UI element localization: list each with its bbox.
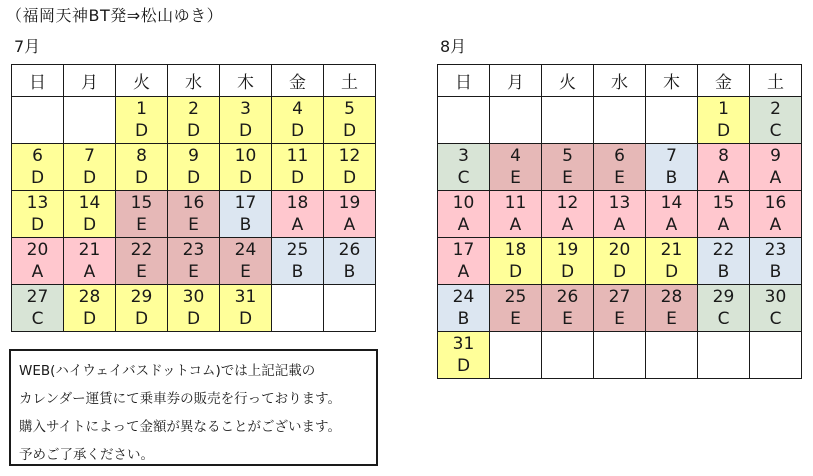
day-cell bbox=[64, 238, 116, 285]
day-cell bbox=[324, 97, 376, 144]
day-number: 30 bbox=[764, 287, 787, 307]
day-number: 24 bbox=[452, 287, 475, 307]
day-cell bbox=[272, 191, 324, 238]
day-number: 20 bbox=[26, 240, 49, 260]
fare-class: A bbox=[509, 215, 522, 235]
day-cell bbox=[438, 285, 490, 332]
fare-class: A bbox=[717, 168, 730, 188]
month-label-august: 8月 bbox=[440, 37, 467, 56]
day-cell bbox=[324, 144, 376, 191]
day-cell bbox=[116, 144, 168, 191]
day-number: 5 bbox=[344, 99, 355, 119]
day-number: 3 bbox=[458, 146, 469, 166]
empty-cell bbox=[490, 332, 542, 379]
empty-cell bbox=[12, 97, 64, 144]
week-row bbox=[12, 191, 376, 238]
empty-cell bbox=[646, 97, 698, 144]
day-number: 2 bbox=[188, 99, 199, 119]
day-number: 3 bbox=[240, 99, 251, 119]
empty-cell bbox=[272, 285, 324, 332]
day-number: 15 bbox=[130, 193, 153, 213]
empty-cell bbox=[64, 97, 116, 144]
fare-class: A bbox=[561, 215, 574, 235]
page-title: （福岡天神BT発⇒松山ゆき） bbox=[6, 6, 224, 25]
day-cell bbox=[438, 238, 490, 285]
fare-class: A bbox=[457, 215, 470, 235]
day-number: 26 bbox=[556, 287, 579, 307]
fare-class: D bbox=[134, 121, 149, 141]
day-cell bbox=[324, 191, 376, 238]
day-cell bbox=[116, 97, 168, 144]
notice-line: WEB(ハイウェイバスドットコム)では上記記載の bbox=[19, 363, 316, 379]
fare-class: D bbox=[560, 262, 575, 282]
day-cell bbox=[64, 191, 116, 238]
empty-cell bbox=[324, 285, 376, 332]
day-cell bbox=[116, 191, 168, 238]
day-cell bbox=[542, 144, 594, 191]
day-cell bbox=[12, 191, 64, 238]
fare-class: B bbox=[769, 262, 782, 282]
day-cell bbox=[438, 191, 490, 238]
day-cell bbox=[698, 285, 750, 332]
fare-class: E bbox=[136, 262, 147, 282]
weekday-header: 金 bbox=[698, 65, 750, 97]
fare-class: D bbox=[186, 121, 201, 141]
day-cell bbox=[646, 144, 698, 191]
weekday-header: 金 bbox=[272, 65, 324, 97]
fare-class: D bbox=[238, 168, 253, 188]
day-number: 31 bbox=[452, 334, 475, 354]
day-number: 15 bbox=[712, 193, 735, 213]
day-number: 11 bbox=[504, 193, 527, 213]
day-cell bbox=[220, 191, 272, 238]
day-cell bbox=[12, 144, 64, 191]
day-cell bbox=[750, 238, 802, 285]
day-number: 9 bbox=[770, 146, 781, 166]
day-cell bbox=[490, 144, 542, 191]
weekday-header: 月 bbox=[64, 65, 116, 97]
empty-cell bbox=[542, 332, 594, 379]
fare-class: D bbox=[82, 309, 97, 329]
fare-class: B bbox=[343, 262, 356, 282]
day-number: 20 bbox=[608, 240, 631, 260]
day-number: 29 bbox=[130, 287, 153, 307]
day-number: 9 bbox=[188, 146, 199, 166]
day-cell bbox=[750, 97, 802, 144]
weekday-header: 日 bbox=[12, 65, 64, 97]
day-cell bbox=[646, 191, 698, 238]
week-row bbox=[12, 238, 376, 285]
fare-class: E bbox=[614, 309, 625, 329]
day-number: 10 bbox=[452, 193, 475, 213]
day-cell bbox=[12, 238, 64, 285]
week-row bbox=[12, 97, 376, 144]
day-number: 19 bbox=[556, 240, 579, 260]
day-cell bbox=[750, 144, 802, 191]
day-cell bbox=[594, 238, 646, 285]
fare-class: D bbox=[612, 262, 627, 282]
day-cell bbox=[272, 238, 324, 285]
day-cell bbox=[64, 144, 116, 191]
day-number: 7 bbox=[666, 146, 677, 166]
day-number: 25 bbox=[286, 240, 309, 260]
day-cell bbox=[594, 144, 646, 191]
notice-line: 購入サイトによって金額が異なることがございます。 bbox=[19, 419, 341, 435]
day-number: 18 bbox=[286, 193, 309, 213]
weekday-header-row bbox=[438, 65, 802, 97]
day-number: 6 bbox=[32, 146, 43, 166]
fare-class: D bbox=[342, 121, 357, 141]
day-number: 1 bbox=[136, 99, 147, 119]
day-cell bbox=[542, 191, 594, 238]
day-number: 21 bbox=[660, 240, 683, 260]
fare-class: E bbox=[510, 168, 521, 188]
fare-class: D bbox=[30, 215, 45, 235]
empty-cell bbox=[594, 97, 646, 144]
day-cell bbox=[438, 332, 490, 379]
day-number: 16 bbox=[764, 193, 787, 213]
day-number: 26 bbox=[338, 240, 361, 260]
day-cell bbox=[490, 285, 542, 332]
fare-class: B bbox=[665, 168, 678, 188]
day-number: 5 bbox=[562, 146, 573, 166]
notice-box bbox=[9, 349, 378, 466]
day-number: 2 bbox=[770, 99, 781, 119]
fare-class: D bbox=[290, 168, 305, 188]
fare-class: E bbox=[188, 215, 199, 235]
fare-class: D bbox=[456, 356, 471, 376]
day-cell bbox=[220, 97, 272, 144]
fare-class: E bbox=[562, 168, 573, 188]
day-cell bbox=[220, 238, 272, 285]
fare-class: A bbox=[613, 215, 626, 235]
calendar-july bbox=[11, 64, 376, 332]
day-number: 4 bbox=[510, 146, 521, 166]
day-number: 29 bbox=[712, 287, 735, 307]
day-cell bbox=[64, 285, 116, 332]
day-number: 17 bbox=[452, 240, 475, 260]
fare-class: A bbox=[31, 262, 44, 282]
empty-cell bbox=[698, 332, 750, 379]
weekday-header: 木 bbox=[646, 65, 698, 97]
fare-class: A bbox=[769, 168, 782, 188]
day-number: 14 bbox=[660, 193, 683, 213]
week-row bbox=[12, 144, 376, 191]
weekday-header: 月 bbox=[490, 65, 542, 97]
weekday-header-row bbox=[12, 65, 376, 97]
fare-class: C bbox=[769, 121, 782, 141]
day-number: 13 bbox=[608, 193, 631, 213]
day-number: 13 bbox=[26, 193, 49, 213]
day-number: 10 bbox=[234, 146, 257, 166]
day-number: 8 bbox=[718, 146, 729, 166]
empty-cell bbox=[542, 97, 594, 144]
fare-class: B bbox=[457, 309, 470, 329]
month-label-july: 7月 bbox=[14, 37, 41, 56]
day-cell bbox=[272, 97, 324, 144]
day-cell bbox=[698, 144, 750, 191]
fare-class: D bbox=[508, 262, 523, 282]
fare-class: E bbox=[666, 309, 677, 329]
notice-line: 予めご了承ください。 bbox=[19, 447, 154, 463]
fare-class: D bbox=[238, 309, 253, 329]
day-number: 18 bbox=[504, 240, 527, 260]
day-number: 22 bbox=[130, 240, 153, 260]
week-row bbox=[438, 144, 802, 191]
day-number: 27 bbox=[608, 287, 631, 307]
day-number: 21 bbox=[78, 240, 101, 260]
day-cell bbox=[116, 285, 168, 332]
day-number: 14 bbox=[78, 193, 101, 213]
day-cell bbox=[490, 191, 542, 238]
fare-class: C bbox=[31, 309, 44, 329]
day-cell bbox=[324, 238, 376, 285]
day-number: 30 bbox=[182, 287, 205, 307]
day-cell bbox=[438, 144, 490, 191]
calendar-august bbox=[437, 64, 802, 379]
empty-cell bbox=[438, 97, 490, 144]
day-cell bbox=[542, 238, 594, 285]
day-number: 12 bbox=[338, 146, 361, 166]
week-row bbox=[438, 285, 802, 332]
fare-class: C bbox=[769, 309, 782, 329]
day-cell bbox=[220, 285, 272, 332]
day-cell bbox=[698, 97, 750, 144]
fare-class: D bbox=[290, 121, 305, 141]
empty-cell bbox=[594, 332, 646, 379]
day-number: 22 bbox=[712, 240, 735, 260]
day-cell bbox=[698, 238, 750, 285]
weekday-header: 火 bbox=[116, 65, 168, 97]
day-number: 16 bbox=[182, 193, 205, 213]
fare-class: D bbox=[82, 215, 97, 235]
day-number: 27 bbox=[26, 287, 49, 307]
fare-class: E bbox=[240, 262, 251, 282]
fare-class: A bbox=[457, 262, 470, 282]
day-cell bbox=[220, 144, 272, 191]
fare-class: E bbox=[136, 215, 147, 235]
fare-class: D bbox=[664, 262, 679, 282]
weekday-header: 土 bbox=[324, 65, 376, 97]
day-number: 4 bbox=[292, 99, 303, 119]
day-cell bbox=[750, 285, 802, 332]
day-cell bbox=[646, 285, 698, 332]
day-number: 11 bbox=[286, 146, 309, 166]
day-cell bbox=[542, 285, 594, 332]
day-number: 23 bbox=[764, 240, 787, 260]
fare-class: D bbox=[82, 168, 97, 188]
weekday-header: 土 bbox=[750, 65, 802, 97]
week-row bbox=[12, 285, 376, 332]
fare-class: D bbox=[186, 309, 201, 329]
day-number: 8 bbox=[136, 146, 147, 166]
day-number: 28 bbox=[78, 287, 101, 307]
day-cell bbox=[750, 191, 802, 238]
day-cell bbox=[168, 285, 220, 332]
fare-class: E bbox=[188, 262, 199, 282]
weekday-header: 日 bbox=[438, 65, 490, 97]
day-number: 24 bbox=[234, 240, 257, 260]
fare-class: C bbox=[457, 168, 470, 188]
day-number: 25 bbox=[504, 287, 527, 307]
weekday-header: 火 bbox=[542, 65, 594, 97]
day-cell bbox=[168, 97, 220, 144]
day-cell bbox=[698, 191, 750, 238]
day-number: 1 bbox=[718, 99, 729, 119]
notice-line: カレンダー運賃にて乗車券の販売を行っております。 bbox=[19, 391, 342, 407]
day-number: 7 bbox=[84, 146, 95, 166]
empty-cell bbox=[490, 97, 542, 144]
fare-class: E bbox=[614, 168, 625, 188]
fare-class: A bbox=[769, 215, 782, 235]
day-cell bbox=[490, 238, 542, 285]
week-row bbox=[438, 332, 802, 379]
weekday-header: 水 bbox=[168, 65, 220, 97]
day-cell bbox=[116, 238, 168, 285]
fare-class: A bbox=[343, 215, 356, 235]
fare-class: D bbox=[238, 121, 253, 141]
fare-class: A bbox=[665, 215, 678, 235]
empty-cell bbox=[646, 332, 698, 379]
day-cell bbox=[12, 285, 64, 332]
fare-class: B bbox=[717, 262, 730, 282]
day-number: 6 bbox=[614, 146, 625, 166]
fare-class: D bbox=[30, 168, 45, 188]
day-cell bbox=[168, 191, 220, 238]
fare-class: A bbox=[83, 262, 96, 282]
fare-class: B bbox=[291, 262, 304, 282]
day-number: 23 bbox=[182, 240, 205, 260]
day-number: 12 bbox=[556, 193, 579, 213]
fare-class: D bbox=[186, 168, 201, 188]
weekday-header: 木 bbox=[220, 65, 272, 97]
day-cell bbox=[594, 285, 646, 332]
day-cell bbox=[168, 144, 220, 191]
day-cell bbox=[594, 191, 646, 238]
day-cell bbox=[646, 238, 698, 285]
fare-class: B bbox=[239, 215, 252, 235]
week-row bbox=[438, 238, 802, 285]
day-number: 28 bbox=[660, 287, 683, 307]
fare-class: E bbox=[562, 309, 573, 329]
fare-class: A bbox=[291, 215, 304, 235]
day-number: 17 bbox=[234, 193, 257, 213]
fare-class: A bbox=[717, 215, 730, 235]
weekday-header: 水 bbox=[594, 65, 646, 97]
day-cell bbox=[272, 144, 324, 191]
empty-cell bbox=[750, 332, 802, 379]
day-cell bbox=[168, 238, 220, 285]
fare-class: E bbox=[510, 309, 521, 329]
fare-class: C bbox=[717, 309, 730, 329]
fare-class: D bbox=[134, 168, 149, 188]
day-number: 19 bbox=[338, 193, 361, 213]
fare-class: D bbox=[342, 168, 357, 188]
week-row bbox=[438, 97, 802, 144]
week-row bbox=[438, 191, 802, 238]
fare-class: D bbox=[134, 309, 149, 329]
day-number: 31 bbox=[234, 287, 257, 307]
fare-class: D bbox=[716, 121, 731, 141]
